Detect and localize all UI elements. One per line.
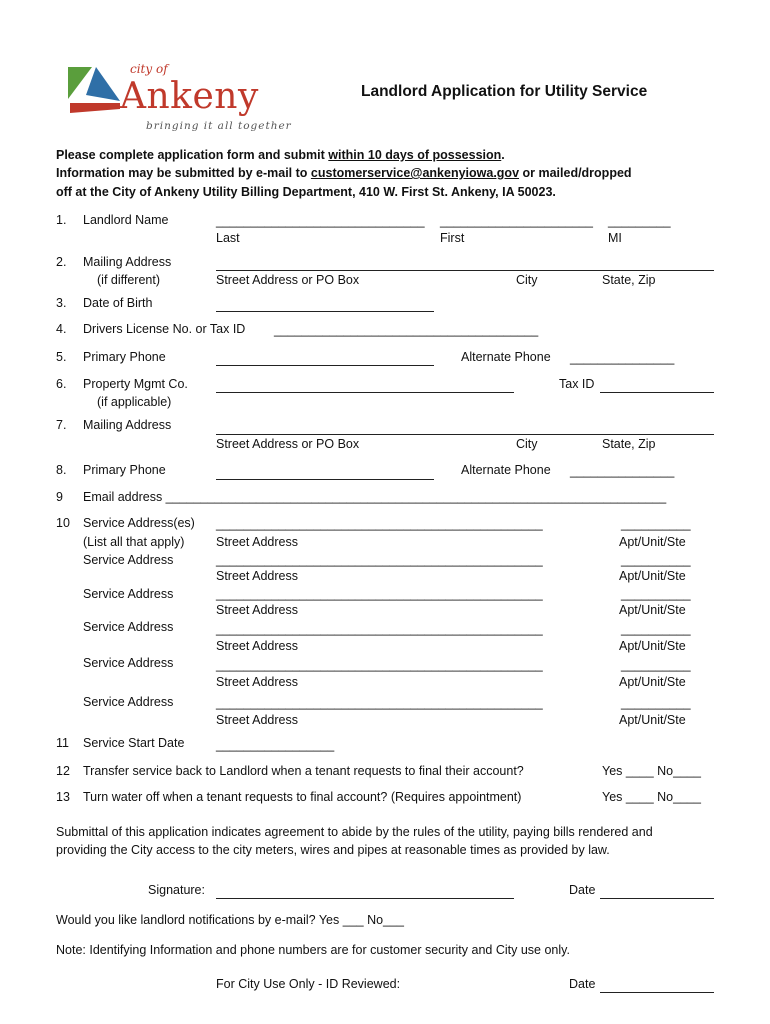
date-label: Date — [569, 977, 596, 991]
dob-field[interactable] — [216, 311, 434, 312]
start-date-field[interactable]: _________________ — [216, 738, 335, 752]
item-number: 3. — [56, 296, 67, 310]
service-street-field[interactable]: _______________________________________________ — [216, 658, 543, 672]
mailing-address-field[interactable] — [216, 434, 714, 435]
signature-label: Signature: — [148, 883, 205, 897]
service-street-field[interactable]: _______________________________________________ — [216, 622, 543, 636]
first-label: First — [440, 231, 465, 245]
apt-field[interactable]: __________ — [621, 696, 691, 710]
city-label: City — [516, 437, 538, 451]
alternate-phone-label: Alternate Phone — [461, 350, 551, 364]
street-label: Street Address — [216, 675, 298, 689]
street-label: Street Address — [216, 569, 298, 583]
service-street-field[interactable]: _______________________________________________ — [216, 587, 543, 601]
mailing-address-label: Mailing Address — [83, 255, 172, 269]
transfer-question: Transfer service back to Landlord when a tenant requests to final their account? — [83, 764, 524, 778]
mailing-address-label: Mailing Address — [83, 418, 172, 432]
last-name-field[interactable]: ______________________________ — [216, 214, 425, 228]
mi-field[interactable]: _________ — [608, 214, 671, 228]
service-addresses-label: Service Address(es) — [83, 516, 195, 530]
street-label: Street Address or PO Box — [216, 437, 360, 451]
page-title: Landlord Application for Utility Service — [361, 83, 648, 100]
dl-field[interactable]: ______________________________________ — [274, 323, 539, 337]
logo-mark-icon — [66, 65, 122, 115]
primary-phone-field[interactable] — [216, 365, 434, 366]
date-label: Date — [569, 883, 596, 897]
intro-text: or mailed/dropped — [519, 166, 632, 180]
apt-label: Apt/Unit/Ste — [619, 569, 686, 583]
agreement-text: Submittal of this application indicates agreement to abide by the rules of the utility, paying bills rendered and — [56, 825, 653, 839]
date-field[interactable] — [600, 898, 714, 899]
mailing-address-field[interactable] — [216, 270, 714, 271]
property-mgmt-label: Property Mgmt Co. — [83, 377, 188, 391]
agreement-text: providing the City access to the city meters, wires and pipes at reasonable times as provided by law. — [56, 843, 610, 857]
email-field[interactable]: Email address ________________________________________________________________________ — [83, 490, 667, 504]
property-mgmt-field[interactable] — [216, 392, 514, 393]
apt-field[interactable]: __________ — [621, 622, 691, 636]
service-address-label: Service Address — [83, 620, 174, 634]
signature-field[interactable] — [216, 898, 514, 899]
item-number: 2. — [56, 255, 67, 269]
street-label: Street Address — [216, 639, 298, 653]
item-number: 13 — [56, 790, 70, 804]
dl-label: Drivers License No. or Tax ID — [83, 322, 246, 336]
intro-text: . — [501, 148, 505, 162]
item-number: 7. — [56, 418, 67, 432]
item-number: 10 — [56, 516, 70, 530]
logo-city-of: city of — [130, 62, 168, 76]
email-link[interactable]: customerservice@ankenyiowa.gov — [310, 166, 520, 180]
transfer-yes-no[interactable]: Yes ____ No____ — [602, 764, 701, 778]
service-street-field[interactable]: _______________________________________________ — [216, 517, 543, 531]
intro-line-2 — [56, 166, 632, 181]
street-label: Street Address — [216, 603, 298, 617]
apt-field[interactable]: __________ — [621, 587, 691, 601]
city-use-label: For City Use Only - ID Reviewed: — [216, 977, 401, 991]
alternate-phone-field[interactable]: _______________ — [570, 351, 675, 365]
state-zip-label: State, Zip — [602, 437, 656, 451]
service-address-label: Service Address — [83, 656, 174, 670]
list-all-note: (List all that apply) — [83, 535, 185, 549]
item-number: 6. — [56, 377, 67, 391]
city-label: City — [516, 273, 538, 287]
intro-line-3: off at the City of Ankeny Utility Billing Department, 410 W. First St. Ankeny, IA 50023. — [56, 185, 556, 199]
apt-field[interactable]: __________ — [621, 553, 691, 567]
start-date-label: Service Start Date — [83, 736, 185, 750]
intro-line-1 — [56, 148, 505, 163]
tax-id-label: Tax ID — [559, 377, 595, 391]
apt-label: Apt/Unit/Ste — [619, 535, 686, 549]
apt-label: Apt/Unit/Ste — [619, 639, 686, 653]
last-label: Last — [216, 231, 240, 245]
item-number: 12 — [56, 764, 70, 778]
dob-label: Date of Birth — [83, 296, 153, 310]
logo-name: Ankeny — [120, 76, 259, 117]
item-number: 5. — [56, 350, 67, 364]
primary-phone-label: Primary Phone — [83, 350, 166, 364]
state-zip-label: State, Zip — [602, 273, 656, 287]
service-address-label: Service Address — [83, 695, 174, 709]
item-number: 8. — [56, 463, 67, 477]
item-number: 11 — [56, 736, 69, 750]
first-name-field[interactable]: ______________________ — [440, 214, 593, 228]
street-label: Street Address — [216, 535, 298, 549]
street-label: Street Address or PO Box — [216, 273, 360, 287]
item-number: 1. — [56, 213, 67, 227]
service-address-label: Service Address — [83, 553, 174, 567]
alternate-phone-label: Alternate Phone — [461, 463, 551, 477]
service-address-label: Service Address — [83, 587, 174, 601]
logo-tagline: bringing it all together — [146, 120, 292, 132]
apt-label: Apt/Unit/Ste — [619, 675, 686, 689]
water-off-question: Turn water off when a tenant requests to final account? (Requires appointment) — [83, 790, 522, 804]
service-street-field[interactable]: _______________________________________________ — [216, 553, 543, 567]
mi-label: MI — [608, 231, 622, 245]
tax-id-field[interactable] — [600, 392, 714, 393]
primary-phone-field[interactable] — [216, 479, 434, 480]
if-applicable-note: (if applicable) — [97, 395, 172, 409]
item-number: 9 — [56, 490, 63, 504]
intro-text: Information may be submitted by e-mail to — [56, 166, 311, 180]
if-different-note: (if different) — [97, 273, 160, 287]
service-street-field[interactable]: _______________________________________________ — [216, 696, 543, 710]
apt-label: Apt/Unit/Ste — [619, 713, 686, 727]
primary-phone-label: Primary Phone — [83, 463, 166, 477]
deadline-text: within 10 days of possession — [328, 148, 502, 162]
landlord-name-label: Landlord Name — [83, 213, 169, 227]
apt-field[interactable]: __________ — [621, 517, 691, 531]
alternate-phone-field[interactable]: _______________ — [570, 464, 675, 478]
item-number: 4. — [56, 322, 67, 336]
apt-label: Apt/Unit/Ste — [619, 603, 686, 617]
street-label: Street Address — [216, 713, 298, 727]
water-off-yes-no[interactable]: Yes ____ No____ — [602, 790, 701, 804]
apt-field[interactable]: __________ — [621, 658, 691, 672]
intro-text: Please complete application form and submit — [56, 148, 329, 162]
email-notification-question[interactable]: Would you like landlord notifications by e-mail? Yes ___ No___ — [56, 913, 404, 927]
security-note: Note: Identifying Information and phone numbers are for customer security and City use only. — [56, 943, 570, 957]
city-use-date-field[interactable] — [600, 992, 714, 993]
